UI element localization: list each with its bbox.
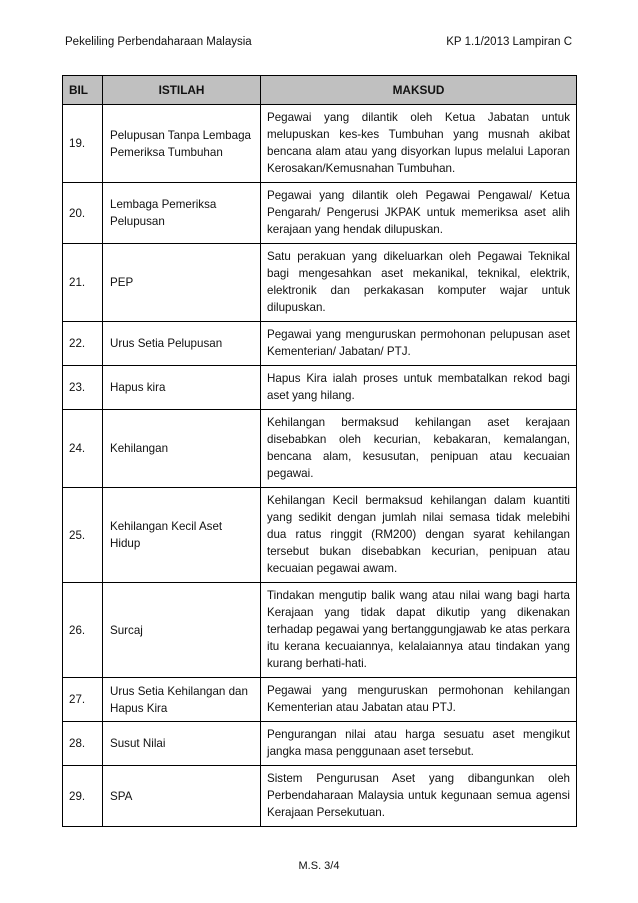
row-number: 26.: [63, 583, 103, 678]
table-row: [63, 766, 577, 827]
row-definition: Pegawai yang menguruskan permohonan kehilangan Kementerian atau Jabatan atau PTJ.: [261, 678, 577, 722]
row-definition: Hapus Kira ialah proses untuk membatalkan rekod bagi aset yang hilang.: [261, 366, 577, 410]
row-number: 23.: [63, 366, 103, 410]
table-row: [63, 410, 577, 488]
table-row: [63, 488, 577, 583]
row-number: 19.: [63, 105, 103, 183]
row-definition: Tindakan mengutip balik wang atau nilai wang bagi harta Kerajaan yang tidak dapat dikutip yang dikenakan terhadap pegawai yang bertanggungjawab ke atas perkara itu kerana kecuaiannya, kelalaiannya atau tindakan yang kurang berhati-hati.: [261, 583, 577, 678]
table-row: [63, 105, 577, 183]
header-left: Pekeliling Perbendaharaan Malaysia: [65, 36, 252, 48]
row-number: 20.: [63, 183, 103, 244]
row-definition: Kehilangan bermaksud kehilangan aset kerajaan disebabkan oleh kecurian, kebakaran, kemalangan, bencana alam, kesusutan, penipuan atau kecuaian pegawai.: [261, 410, 577, 488]
column-header-bil: BIL: [63, 76, 103, 105]
row-term: Kehilangan Kecil Aset Hidup: [103, 488, 261, 583]
row-number: 25.: [63, 488, 103, 583]
row-definition: Kehilangan Kecil bermaksud kehilangan dalam kuantiti yang sedikit dengan jumlah nilai semasa tidak melebihi dua ratus ringgit (RM200) dengan syarat kehilangan tersebut bukan disebabkan kecurian, penipuan atau kecuaian pegawai awam.: [261, 488, 577, 583]
row-term: Hapus kira: [103, 366, 261, 410]
table-row: [63, 366, 577, 410]
table-row: [63, 322, 577, 366]
column-header-maksud: MAKSUD: [261, 76, 577, 105]
table-row: [63, 678, 577, 722]
row-number: 29.: [63, 766, 103, 827]
row-definition: Pegawai yang menguruskan permohonan pelupusan aset Kementerian/ Jabatan/ PTJ.: [261, 322, 577, 366]
page-number: M.S. 3/4: [298, 860, 340, 872]
row-term: Surcaj: [103, 583, 261, 678]
column-header-istilah: ISTILAH: [103, 76, 261, 105]
row-term: Pelupusan Tanpa Lembaga Pemeriksa Tumbuhan: [103, 105, 261, 183]
row-number: 24.: [63, 410, 103, 488]
header-right: KP 1.1/2013 Lampiran C: [446, 36, 572, 48]
row-definition: Sistem Pengurusan Aset yang dibangunkan oleh Perbendaharaan Malaysia untuk kegunaan semua agensi Kerajaan Persekutuan.: [261, 766, 577, 827]
row-term: Lembaga Pemeriksa Pelupusan: [103, 183, 261, 244]
table-header-row: [63, 76, 577, 105]
row-term: Susut Nilai: [103, 722, 261, 766]
row-number: 22.: [63, 322, 103, 366]
row-term: SPA: [103, 766, 261, 827]
row-number: 28.: [63, 722, 103, 766]
row-number: 27.: [63, 678, 103, 722]
row-definition: Pegawai yang dilantik oleh Ketua Jabatan untuk melupuskan kes-kes Tumbuhan yang musnah akibat bencana alam atau yang disyorkan lupus melalui Laporan Kerosakan/Kemusnahan Tumbuhan.: [261, 105, 577, 183]
row-term: PEP: [103, 244, 261, 322]
row-term: Urus Setia Pelupusan: [103, 322, 261, 366]
table-row: [63, 244, 577, 322]
table-row: [63, 722, 577, 766]
row-definition: Pegawai yang dilantik oleh Pegawai Pengawal/ Ketua Pengarah/ Pengerusi JKPAK untuk memeriksa aset alih kerajaan yang hendak dilupuskan.: [261, 183, 577, 244]
row-number: 21.: [63, 244, 103, 322]
row-definition: Satu perakuan yang dikeluarkan oleh Pegawai Teknikal bagi mengesahkan aset mekanikal, teknikal, elektrik, elektronik dan perkakasan komputer wajar untuk dilupuskan.: [261, 244, 577, 322]
row-definition: Pengurangan nilai atau harga sesuatu aset mengikut jangka masa penggunaan aset tersebut.: [261, 722, 577, 766]
table-row: [63, 583, 577, 678]
table-row: [63, 183, 577, 244]
glossary-table: [62, 75, 577, 827]
row-term: Urus Setia Kehilangan dan Hapus Kira: [103, 678, 261, 722]
row-term: Kehilangan: [103, 410, 261, 488]
